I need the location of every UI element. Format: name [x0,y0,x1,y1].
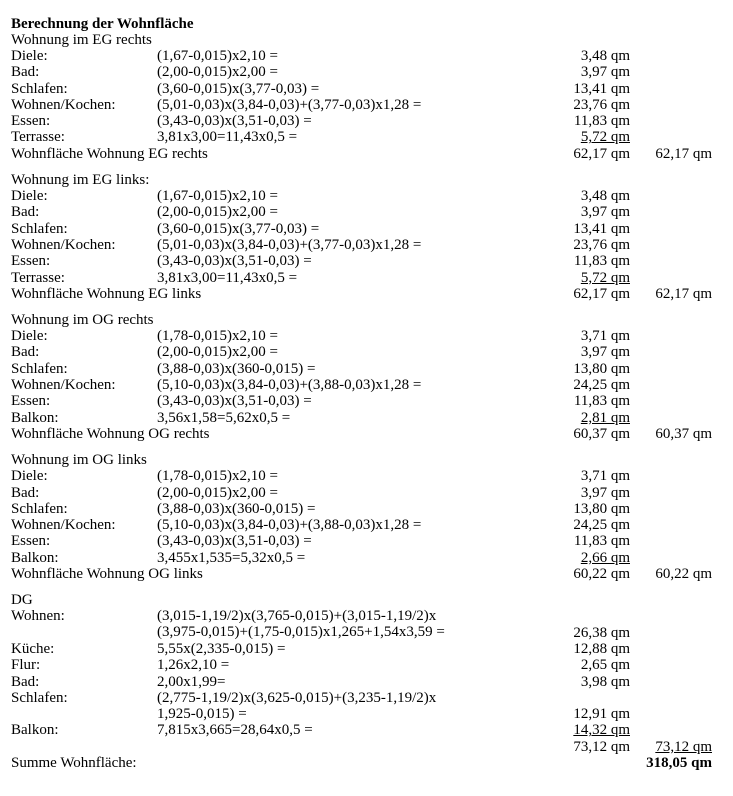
room-row [11,221,726,237]
section-summary-row [11,426,726,442]
room-amount: 3,98 qm [580,673,630,690]
room-label: Balkon: [11,409,59,426]
room-label: Bad: [11,64,40,81]
room-formula: (2,00-0,015)x2,00 = [157,344,278,361]
room-formula: 2,00x1,99= [157,673,226,690]
room-label: Diele: [11,328,48,345]
room-row [11,550,726,566]
room-formula: (3,88-0,03)x(360-0,015) = [157,500,316,517]
room-amount: 3,48 qm [580,48,630,64]
room-label: Diele: [11,468,48,485]
room-label: Schlafen: [11,220,68,237]
room-label: Essen: [11,253,51,270]
room-label: Terrasse: [11,129,65,146]
room-formula: (3,43-0,03)x(3,51-0,03) = [157,253,312,270]
room-row [11,501,726,517]
summary-total: 60,37 qm [655,425,712,442]
room-amount: 11,83 qm [573,253,630,270]
room-row [11,64,726,80]
room-row [11,533,726,549]
room-amount: 3,71 qm [580,468,630,485]
room-formula: (2,00-0,015)x2,00 = [157,204,278,221]
room-amount: 13,80 qm [573,360,630,377]
section-summary-row [11,739,726,755]
grand-total-row [11,755,726,771]
room-row [11,253,726,269]
room-amount: 23,76 qm [573,236,630,253]
room-label: Essen: [11,393,51,410]
section-summary-row [11,286,726,302]
room-formula: (1,78-0,015)x2,10 = [157,468,278,485]
room-label: Balkon: [11,549,59,566]
room-label: Bad: [11,344,40,361]
room-formula: 3,81x3,00=11,43x0,5 = [157,129,298,146]
room-formula: 3,56x1,58=5,62x0,5 = [157,409,291,426]
room-row [11,81,726,97]
room-formula: (5,10-0,03)x(3,84-0,03)+(3,88-0,03)x1,28 = [157,377,422,394]
room-formula: (5,01-0,03)x(3,84-0,03)+(3,77-0,03)x1,28 = [157,96,422,113]
room-formula: 3,455x1,535=5,32x0,5 = [157,549,306,566]
room-row [11,468,726,484]
document-title: Berechnung der Wohnfläche [11,16,194,32]
room-formula: 7,815x3,665=28,64x0,5 = [157,722,313,739]
room-amount: 12,88 qm [573,640,630,657]
section-heading: Wohnung im OG links [11,452,147,469]
room-amount: 13,80 qm [573,500,630,517]
section-summary-row [11,566,726,582]
room-amount: 3,48 qm [580,188,630,205]
room-label: Wohnen/Kochen: [11,236,116,253]
room-amount: 11,83 qm [573,113,630,130]
room-label: Flur: [11,657,41,674]
room-amount: 11,83 qm [573,393,630,410]
room-formula: (1,78-0,015)x2,10 = [157,328,278,345]
section-eg-links [11,172,726,302]
room-formula: (5,01-0,03)x(3,84-0,03)+(3,77-0,03)x1,28 = [157,236,422,253]
room-label: Schlafen: [11,500,68,517]
room-formula: (3,60-0,015)x(3,77-0,03) = [157,220,320,237]
document [11,16,726,771]
room-formula: (3,43-0,03)x(3,51-0,03) = [157,113,312,130]
room-row [11,517,726,533]
room-label: Schlafen: [11,80,68,97]
room-label: Bad: [11,673,40,690]
room-row [11,641,726,657]
room-amount: 5,72 qm [580,129,630,146]
room-row [11,270,726,286]
room-label: Küche: [11,640,55,657]
room-formula: (1,67-0,015)x2,10 = [157,188,278,205]
room-formula: (3,43-0,03)x(3,51-0,03) = [157,393,312,410]
summary-total: 62,17 qm [655,285,712,302]
room-amount: 12,91 qm [573,706,630,723]
section-heading: DG [11,592,33,609]
room-row [11,344,726,360]
room-amount: 13,41 qm [573,80,630,97]
summary-label: Wohnfläche Wohnung OG links [11,566,203,583]
section-heading: Wohnung im EG links: [11,172,150,189]
room-row [11,237,726,253]
summary-amount: 60,37 qm [573,425,630,442]
room-row [11,690,726,723]
room-label: Terrasse: [11,269,65,286]
summary-total: 60,22 qm [655,566,712,583]
room-row [11,722,726,738]
room-label: Schlafen: [11,360,68,377]
room-label: Bad: [11,204,40,221]
room-row [11,129,726,145]
room-formula: (2,00-0,015)x2,00 = [157,64,278,81]
room-amount: 2,66 qm [580,549,630,566]
room-row [11,674,726,690]
room-amount: 24,25 qm [573,377,630,394]
room-formula [157,608,445,640]
section-dg [11,592,726,755]
room-formula: (2,00-0,015)x2,00 = [157,484,278,501]
room-formula: (5,10-0,03)x(3,84-0,03)+(3,88-0,03)x1,28 = [157,517,422,534]
summary-label: Wohnfläche Wohnung EG rechts [11,145,208,162]
room-label: Essen: [11,533,51,550]
room-formula [157,690,436,722]
room-formula: (3,43-0,03)x(3,51-0,03) = [157,533,312,550]
room-amount: 3,71 qm [580,328,630,345]
room-formula: (1,67-0,015)x2,10 = [157,48,278,64]
room-formula-line: (2,775-1,19/2)x(3,625-0,015)+(3,235-1,19/2)x [157,689,437,706]
room-label: Wohnen: [11,608,65,625]
room-row [11,657,726,673]
summary-amount: 62,17 qm [573,285,630,302]
room-amount: 3,97 qm [580,204,630,221]
room-row [11,393,726,409]
room-label: Diele: [11,188,48,205]
room-label: Wohnen/Kochen: [11,96,116,113]
room-row [11,204,726,220]
section-summary-row [11,146,726,162]
room-amount: 26,38 qm [573,624,630,641]
room-row [11,97,726,113]
section-heading: Wohnung im EG rechts [11,32,152,48]
room-formula-line: (3,975-0,015)+(1,75-0,015)x1,265+1,54x3,59 = [157,624,445,641]
section-og-links [11,452,726,582]
room-amount: 24,25 qm [573,517,630,534]
summary-label: Wohnfläche Wohnung OG rechts [11,425,210,442]
summary-total: 73,12 qm [655,738,712,755]
room-row [11,410,726,426]
room-amount: 3,97 qm [580,64,630,81]
room-label: Balkon: [11,722,59,739]
room-row [11,485,726,501]
room-amount: 3,97 qm [580,344,630,361]
room-row [11,608,726,641]
room-amount: 3,97 qm [580,484,630,501]
grand-total-value: 318,05 qm [646,754,712,771]
room-label: Schlafen: [11,689,68,706]
room-formula: 5,55x(2,335-0,015) = [157,640,286,657]
room-amount: 23,76 qm [573,96,630,113]
room-amount: 14,32 qm [573,722,630,739]
room-formula-line: 1,925-0,015) = [157,705,247,722]
room-label: Bad: [11,484,40,501]
room-row [11,188,726,204]
section-og-rechts [11,312,726,442]
room-formula: (3,60-0,015)x(3,77-0,03) = [157,80,320,97]
section-heading: Wohnung im OG rechts [11,312,154,329]
room-label: Essen: [11,113,51,130]
room-amount: 5,72 qm [580,269,630,286]
room-amount: 2,65 qm [580,657,630,674]
room-amount: 13,41 qm [573,220,630,237]
room-label: Wohnen/Kochen: [11,377,116,394]
summary-amount: 73,12 qm [573,738,630,755]
room-row [11,377,726,393]
room-formula: 3,81x3,00=11,43x0,5 = [157,269,298,286]
room-amount: 11,83 qm [573,533,630,550]
room-row [11,113,726,129]
summary-amount: 60,22 qm [573,566,630,583]
section-eg-rechts [11,32,726,162]
room-row [11,48,726,64]
room-label: Wohnen/Kochen: [11,517,116,534]
summary-total: 62,17 qm [655,145,712,162]
grand-total-label: Summe Wohnfläche: [11,754,137,771]
room-row [11,328,726,344]
room-formula: (3,88-0,03)x(360-0,015) = [157,360,316,377]
room-row [11,361,726,377]
room-formula: 1,26x2,10 = [157,657,230,674]
room-amount: 2,81 qm [580,409,630,426]
room-formula-line: (3,015-1,19/2)x(3,765-0,015)+(3,015-1,19/2)x [157,608,437,625]
summary-amount: 62,17 qm [573,145,630,162]
summary-label: Wohnfläche Wohnung EG links [11,285,202,302]
room-label: Diele: [11,48,48,64]
